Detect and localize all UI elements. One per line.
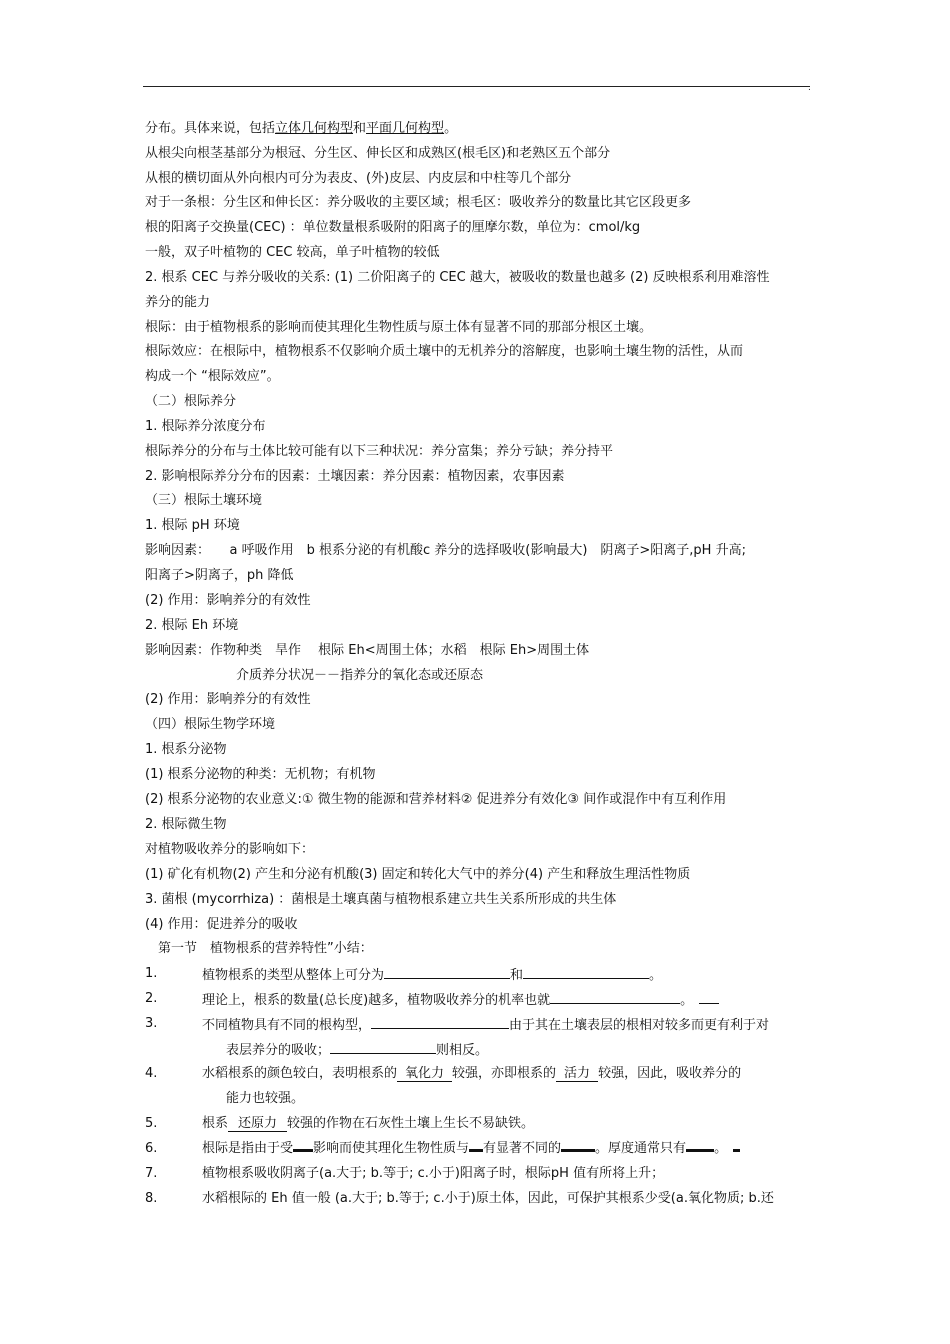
text-line: 2. 根系 CEC 与养分吸收的关系: (1) 二价阳离子的 CEC 越大，被吸收的数量也越多 (2) 反映根系利用难溶性 [145,270,770,285]
text-line: 从根尖向根茎基部分为根冠、分生区、伸长区和成熟区(根毛区)和老熟区五个部分 [145,146,611,161]
text-line: 对于一条根：分生区和伸长区：养分吸收的主要区域；根毛区：吸收养分的数量比其它区段更多 [145,195,692,210]
text-line: 构成一个 “根际效应”。 [145,369,280,384]
text-line: 1. 根际养分浓度分布 [145,419,266,434]
term-2d-geometry: 平面几何构型 [366,121,445,136]
fill-blank[interactable] [371,1016,509,1029]
item-number: 2. [145,991,158,1006]
fill-blank[interactable] [686,1149,714,1152]
text-line: 根际：由于植物根系的影响而使其理化生物性质与原土体有显著不同的那部分根区土壤。 [145,320,653,335]
header-mark: . [808,83,811,93]
fill-blank[interactable] [384,966,510,979]
text-line: (1) 矿化有机物(2) 产生和分泌有机酸(3) 固定和转化大气中的养分(4) 产生和释放生理活性物质 [145,867,691,882]
fill-blank[interactable] [550,991,680,1004]
text-line: 一般，双子叶植物的 CEC 较高，单子叶植物的较低 [145,245,440,260]
answer-reducing-power: 还原力 [228,1117,287,1132]
section-heading: （三）根际土壤环境 [145,493,263,508]
text-line: 2. 根际微生物 [145,817,227,832]
text-line: 1. 根系分泌物 [145,742,227,757]
text-line: 介质养分状况－－指养分的氧化态或还原态 [145,668,484,683]
text-line: (4) 作用：促进养分的吸收 [145,917,298,932]
item-number: 8. [145,1191,158,1206]
fill-blank[interactable] [469,1149,483,1152]
text-line: 根际养分的分布与土体比较可能有以下三种状况：养分富集；养分亏缺；养分持平 [145,444,614,459]
fill-blank[interactable] [561,1149,595,1152]
summary-item-7: 植物根系吸收阴离子(a.大于; b.等于; c.小于)阳离子时，根际pH 值有所将上升； [202,1166,665,1181]
summary-heading: 第一节 植物根系的营养特性”小结： [145,941,373,956]
summary-item-5: 根系 还原力 较强的作物在石灰性土壤上生长不易缺铁。 [202,1116,535,1131]
text-line: 对植物吸收养分的影响如下： [145,842,315,857]
section-heading: （二）根际养分 [145,394,237,409]
answer-oxidizing-power: 氧化力 [397,1067,452,1082]
text-line: 养分的能力 [145,295,211,310]
item-number: 5. [145,1116,158,1131]
item-number: 7. [145,1166,158,1181]
item-number: 1. [145,966,158,981]
text-line: (2) 根系分泌物的农业意义:① 微生物的能源和营养材料② 促进养分有效化③ 间作或混作中有互利作用 [145,792,727,807]
text-line: (1) 根系分泌物的种类：无机物；有机物 [145,767,376,782]
text-line: 阳离子>阴离子，ph 降低 [145,568,294,583]
text-line: 影响因素： a 呼吸作用 b 根系分泌的有机酸c 养分的选择吸收(影响最大) 阴离子>阳离子,pH 升高; [145,543,746,558]
text-line: 根的阳离子交换量(CEC) ：单位数量根系吸附的阳离子的厘摩尔数，单位为：cmol/kg [145,220,641,235]
fill-blank[interactable] [733,1149,740,1152]
intro-suffix: 。 [444,121,458,136]
text-line: 影响因素：作物种类 旱作 根际 Eh<周围土体；水稻 根际 Eh>周围土体 [145,643,590,658]
header-rule [143,86,810,87]
intro-prefix: 分布。具体来说，包括 [145,121,276,136]
summary-item-3: 不同植物具有不同的根构型， 由于其在土壤表层的根相对较多而更有利于对 [202,1018,770,1033]
summary-item-2: 理论上，根系的数量(总长度)越多，植物吸收养分的机率也就 。 [202,991,719,1009]
fill-blank[interactable] [699,991,719,1004]
summary-item-1: 植物根系的类型从整体上可分为 和 。 [202,968,663,983]
item-number: 3. [145,1016,158,1031]
text-line: 从根的横切面从外向根内可分为表皮、(外)皮层、内皮层和中柱等几个部分 [145,171,572,186]
text-line: 2. 根际 Eh 环境 [145,618,239,633]
summary-item-3-cont: 表层养分的吸收； 则相反。 [226,1043,489,1058]
intro-mid: 和 [353,121,367,136]
text-line: (2) 作用：影响养分的有效性 [145,692,311,707]
fill-blank[interactable] [293,1149,313,1152]
section-heading: （四）根际生物学环境 [145,717,276,732]
text-line: 1. 根际 pH 环境 [145,518,240,533]
fill-blank[interactable] [330,1041,436,1054]
summary-item-6: 根际是指由于受 影响而使其理化生物性质与 有显著不同的 。厚度通常只有 。 [202,1141,740,1157]
item-number: 6. [145,1141,158,1156]
fill-blank[interactable] [523,966,649,979]
summary-item-4: 水稻根系的颜色较白，表明根系的 氧化力 较强，亦即根系的 活力 较强，因此，吸收养分的 [202,1066,742,1081]
text-line: (2) 作用：影响养分的有效性 [145,593,311,608]
text-line: 2. 影响根际养分分布的因素：土壤因素：养分因素：植物因素，农事因素 [145,469,565,484]
text-line: 根际效应：在根际中，植物根系不仅影响介质土壤中的无机养分的溶解度，也影响土壤生物的活性，从而 [145,344,744,359]
text-line: 3. 菌根 (mycorrhiza) ：菌根是土壤真菌与植物根系建立共生关系所形成的共生体 [145,892,617,907]
summary-item-8: 水稻根际的 Eh 值一般 (a.大于; b.等于; c.小于)原土体，因此，可保护其根系少受(a.氧化物质; b.还 [202,1191,774,1206]
answer-vitality: 活力 [556,1067,598,1082]
intro-line [145,121,457,137]
item-number: 4. [145,1066,158,1081]
term-3d-geometry: 立体几何构型 [275,121,354,136]
summary-item-4-cont: 能力也较强。 [226,1091,305,1106]
